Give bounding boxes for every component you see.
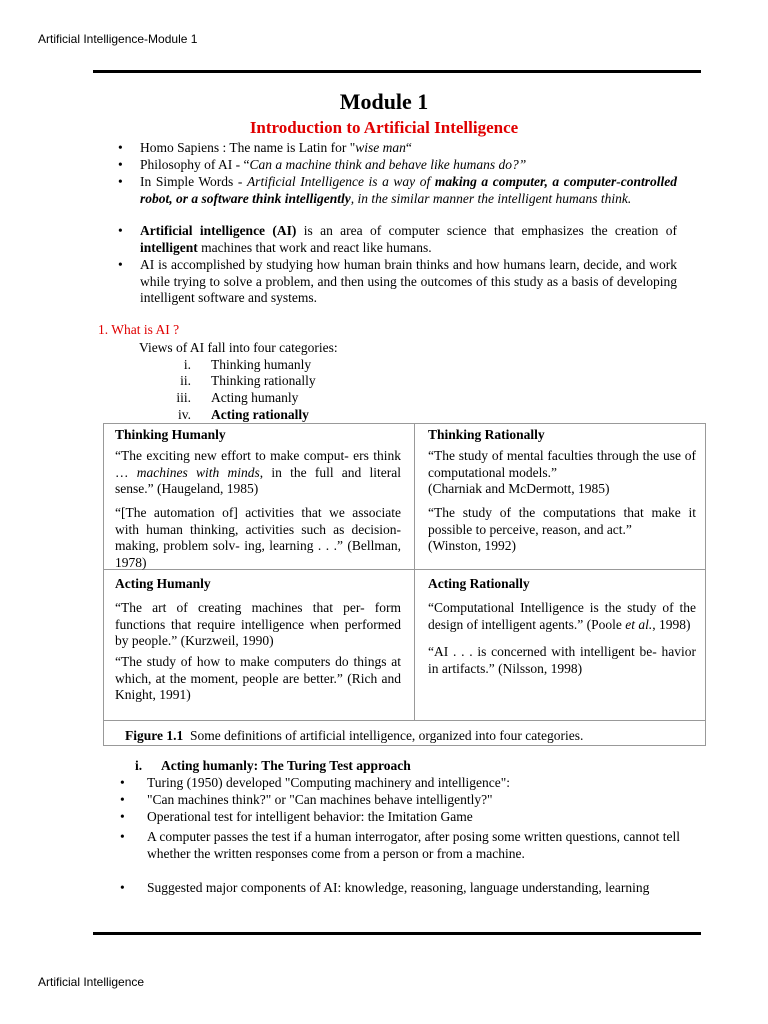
- category-item: Acting rationally: [211, 407, 309, 422]
- category-number: iii.: [176, 390, 191, 405]
- bullet-dot: •: [120, 829, 125, 844]
- caption-divider: [103, 720, 705, 721]
- top-rule: [93, 70, 701, 73]
- cell-heading: Acting Rationally: [428, 576, 530, 591]
- quote-nilsson: “AI . . . is concerned with intelligent be- havior in artifacts.” (Nilsson, 1998): [428, 644, 696, 676]
- figure-caption: Figure 1.1 Some definitions of artificial intelligence, organized into four categories.: [125, 728, 584, 743]
- turing-number: i.: [135, 758, 143, 773]
- category-number: ii.: [180, 373, 191, 388]
- bottom-rule: [93, 932, 701, 935]
- cell-heading: Thinking Rationally: [428, 427, 545, 442]
- cell-thinking-rationally: [428, 427, 696, 567]
- bullet-dot: •: [120, 809, 125, 824]
- category-item: Acting humanly: [211, 390, 299, 405]
- cell-acting-rationally: [428, 576, 696, 716]
- category-number: iv.: [178, 407, 191, 422]
- bullet-dot: •: [118, 223, 123, 238]
- quote-charniak: “The study of mental faculties through the use of computational models.” (Charniak and McDermott, 1985): [428, 448, 696, 496]
- bullet-dot: •: [118, 257, 123, 272]
- category-item: Thinking rationally: [211, 373, 316, 388]
- bullet-ai-accomplished: • AI is accomplished by studying how human brain thinks and how humans learn, decide, and work while trying to solve a problem, and then using the outcomes of this study as a basis of developing intelligent software and systems.: [118, 257, 677, 305]
- bullet-dot: •: [118, 140, 123, 155]
- quote-kurzweil: “The art of creating machines that per- form functions that require intelligence when performed by people.” (Kurzweil, 1990): [115, 600, 401, 648]
- quote-haugeland: “The exciting new effort to make comput- ers think … machines with minds, in the full and literal sense.” (Haugeland, 1985): [115, 448, 402, 496]
- quote-bellman: “[The automation of] activities that we associate with human thinking, activities such as decision-making, problem solv- ing, learning . . .” (Bellman, 1978): [115, 505, 401, 570]
- bullet-dot: •: [120, 775, 125, 790]
- section-heading-what-is-ai: 1. What is AI ?: [98, 322, 180, 337]
- bullet-ai-definition: • Artificial intelligence (AI) is an area of computer science that emphasizes the creation of intelligent machines that work and react like humans.: [118, 223, 677, 255]
- bullet-dot: •: [118, 174, 123, 189]
- document-title: Module 1: [339, 89, 429, 114]
- quote-winston: “The study of the computations that make it possible to perceive, reason, and act.” (Winston, 1992): [428, 505, 696, 553]
- bullet-dot: •: [120, 792, 125, 807]
- category-number: i.: [183, 357, 191, 372]
- cell-heading: Thinking Humanly: [115, 427, 226, 442]
- bullet-dot: •: [118, 157, 123, 172]
- cell-heading: Acting Humanly: [115, 576, 211, 591]
- cell-thinking-humanly: [115, 427, 402, 570]
- table-divider-vertical: [414, 424, 415, 720]
- bullet-simple-words: • In Simple Words - Artificial Intelligence is a way of making a computer, a computer-controlled robot, or a software think intelligently, in the similar manner the intelligent humans think.: [118, 174, 677, 206]
- views-intro: Views of AI fall into four categories:: [139, 340, 338, 355]
- bullet-philosophy: • Philosophy of AI - “Can a machine think and behave like humans do?”: [118, 157, 527, 172]
- bullet-homo-sapiens: • Homo Sapiens : The name is Latin for "wise man“: [118, 140, 412, 155]
- document-subtitle: Introduction to Artificial Intelligence: [249, 118, 519, 137]
- bullet-dot: •: [120, 880, 125, 895]
- page-header: Artificial Intelligence-Module 1: [38, 32, 198, 46]
- quote-rich-knight: “The study of how to make computers do things at which, at the moment, people are better.” (Rich and Knight, 1991): [115, 654, 401, 702]
- quote-poole: “Computational Intelligence is the study of the design of intelligent agents.” (Poole et al., 1998): [428, 600, 696, 632]
- turing-heading: Acting humanly: The Turing Test approach: [161, 758, 411, 773]
- category-item: Thinking humanly: [211, 357, 312, 372]
- page-footer: Artificial Intelligence: [38, 975, 145, 989]
- cell-acting-humanly: [115, 576, 401, 716]
